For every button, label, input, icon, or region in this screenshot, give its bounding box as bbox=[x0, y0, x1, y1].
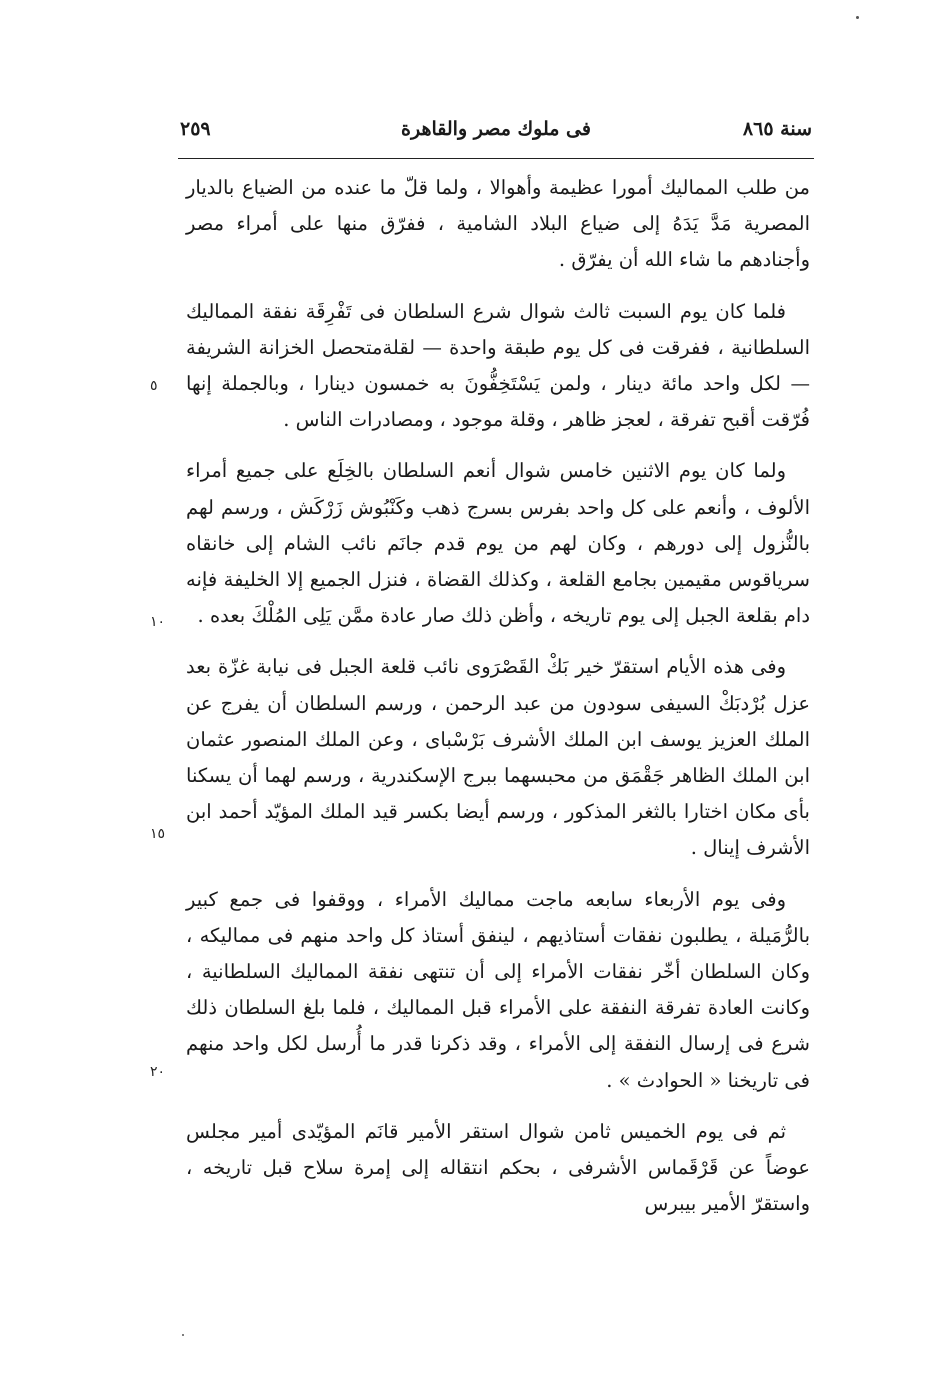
scan-speck bbox=[856, 16, 859, 19]
running-header bbox=[180, 118, 812, 152]
line-number-15: ١٥ bbox=[150, 826, 166, 842]
text-body bbox=[186, 170, 810, 1237]
header-year: سنة ٨٦٥ bbox=[742, 118, 812, 140]
scan-speck bbox=[182, 1334, 184, 1336]
paragraph-4: وفى هذه الأيام استقرّ خير بَكْ القَصْرَوى نائب قلعة الجبل فى نيابة غزّة بعد عزل بُرْدبَكْ السيفى سودون من عبد الرحمن ، ورسم السلطان أن يفرج عن الملك العزيز يوسف ابن الملك الأشرف بَرْسْباى ، وعن الملك المنصور عثمان ابن الملك الظاهر جَقْمَق من محبسهما ببرج الإسكندرية ، ورسم لهما أن يسكنا بأى مكان اختارا بالثغر المذكور ، ورسم أيضا بكسر قيد الملك المؤيّد أحمد ابن الأشرف إينال . bbox=[186, 655, 810, 860]
paragraph-6: ثم فى يوم الخميس ثامن شوال استقر الأمير قانَم المؤيّدى أمير مجلس عوضاً عن قَرْقَماس الأشرفى ، بحكم انتقاله إلى إمرة سلاح قبل تاريخه ، واستقرّ الأمير بيبرس bbox=[186, 1119, 810, 1216]
paragraph-3: ولما كان يوم الاثنين خامس شوال أنعم السلطان بالخِلَع على جميع أمراء الألوف ، وأنعم على كل واحد بفرس بسرج ذهب وكَنْبُوش زَرْكَش ، ورسم لهم بالنُّزول إلى دورهم ، وكان لهم من يوم قدم جانَم نائب الشام إلى خانقاه سرياقوس مقيمين بجامع القلعة ، وكذلك القضاة ، فنزل الجميع إلا الخليفة فإنه دام بقلعة الجبل إلى يوم تاريخه ، وأظن ذلك صار عادة ممَّن يَلِى المُلْكَ بعده . bbox=[186, 459, 810, 628]
line-number-20: ٢٠ bbox=[150, 1064, 166, 1080]
line-number-10: ١٠ bbox=[150, 614, 166, 630]
header-title: فى ملوك مصر والقاهرة bbox=[401, 118, 591, 140]
paragraph-5: وفى يوم الأربعاء سابعه ماجت مماليك الأمراء ، ووقفوا فى جمع كبير بالرُّمَيلة ، يطلبون نفقات أستاذيهم ، لينفق أستاذ كل واحد منهم فى مماليكه ، وكان السلطان أخّر نفقات الأمراء إلى أن تنتهى نفقة المماليك السلطانية ، وكانت العادة تفرقة النفقة على الأمراء قبل المماليك ، فلما بلغ السلطان ذلك شرع فى إرسال النفقة إلى الأمراء ، وقد ذكرنا قدر ما أُرسل لكل واحد منهم فى تاريخنا « الحوادث » . bbox=[186, 887, 810, 1092]
paragraph-1: من طلب المماليك أمورا عظيمة وأهوالا ، ولما قلّ ما عنده من الضياع بالديار المصرية مَدَّ يَدَهُ إلى ضياع البلاد الشامية ، ففرّق منها على أمراء مصر وأجنادهم ما شاء الله أن يفرّق . bbox=[186, 176, 810, 272]
header-rule bbox=[178, 158, 814, 159]
paragraph-2: فلما كان يوم السبت ثالث شوال شرع السلطان فى تَفْرِقَة نفقة المماليك السلطانية ، ففرقت فى كل يوم طبقة واحدة — لقلةمتحصل الخزانة الشريفة — لكل واحد مائة دينار ، ولمن يَسْتَخِفُّونَ به خمسون دينارا ، وبالجملة إنها فُرّقت أقبح تفرقة ، لعجز ظاهر ، وقلة موجود ، ومصادرات الناس . bbox=[186, 299, 810, 432]
line-number-5: ٥ bbox=[150, 378, 158, 394]
page-number: ٢٥٩ bbox=[180, 118, 211, 140]
